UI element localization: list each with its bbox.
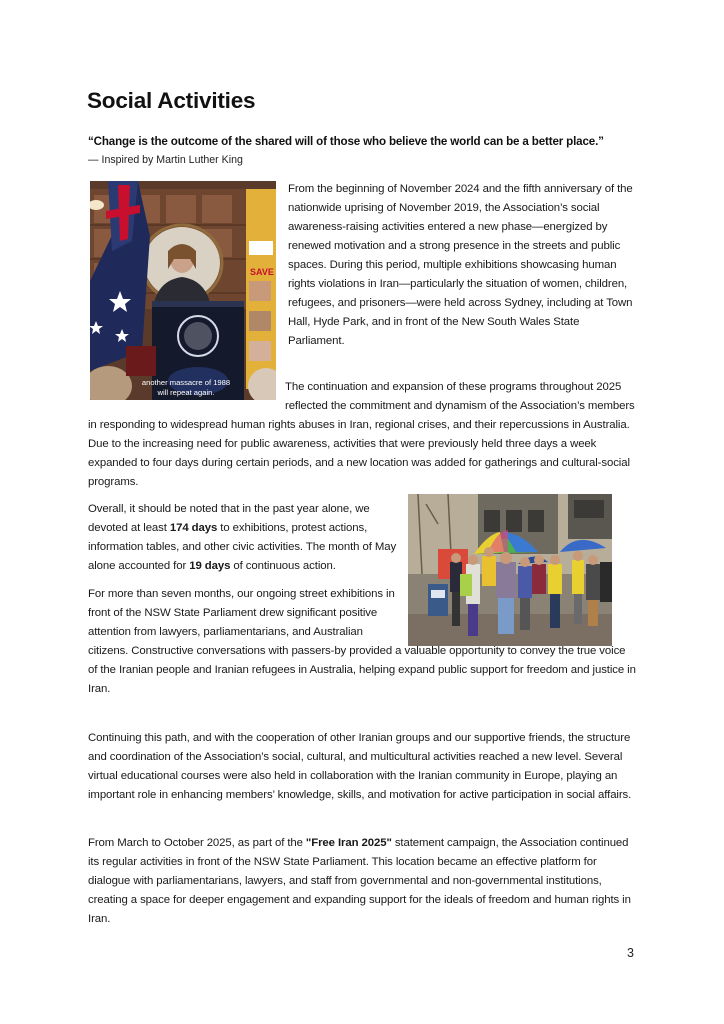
highlight-174-days: 174 days bbox=[169, 522, 218, 534]
epigraph-attribution: — Inspired by Martin Luther King bbox=[88, 154, 243, 166]
poster-save-text: SAVE bbox=[250, 267, 274, 277]
paragraph-1-text: From the beginning of November 2024 and the fifth anniversary of the nationwide uprising of November 2019, the Association’s social awareness-raising activities entered a new phase—energized by renewed motivation and a strong presence in the streets and public spaces. During this period, multiple exhibitions showcasing human rights violations in Iran—particularly the situation of women, children, refugees, and prisoners—were held across Sydney, including at Town Hall, Hyde Park, and in front of the New South Wales State Parliament. bbox=[288, 183, 633, 347]
paragraph-5-text: Continuing this path, and with the cooperation of other Iranian groups and our supportive friends, the structure and coordination of the Association’s social, cultural, and multicultural activities reached a new level. Several virtual educational courses were also held in collaboration with the Iranian community in Europe, playing an important role in enhancing members’ knowledge, skills, and motivation for active participation in social affairs. bbox=[88, 732, 632, 801]
page-title: Social Activities bbox=[87, 88, 256, 113]
highlight-19-days: 19 days bbox=[189, 560, 231, 572]
paragraph-2-text: The continuation and expansion of these programs throughout 2025 reflected the commitment and dynamism of the Association’s members in responding to widespread human rights abuses in Iran, regional crises, and their repercussions in Australia. Due to the increasing need for public awareness, activities that were previously held three days a week expanded to four days during certain periods, and a new location was added for gatherings and cultural-social programs. bbox=[88, 381, 635, 488]
paragraph-2 bbox=[88, 378, 636, 492]
highlight-free-iran-2025: "Free Iran 2025" bbox=[305, 837, 392, 849]
paragraph-5 bbox=[88, 729, 636, 805]
paragraph-6-text: From March to October 2025, as part of the "Free Iran 2025" statement campaign, the Association continued its regular activities in front of the NSW State Parliament. This location became an effective platform for dialogue with parliamentarians, lawyers, and staff from governmental and non-governmental institutions, creating a space for deeper engagement and expanding support for the ideals of freedom and human rights in Iran. bbox=[88, 837, 631, 925]
paragraph-1 bbox=[288, 180, 638, 351]
paragraph-3-text: Overall, it should be noted that in the past year alone, we devoted at least 174 days to exhibitions, protest actions, information tables, and other civic activities. The month of May alone accounted for 19 days of continuous action. bbox=[88, 503, 397, 572]
photo-caption-line-2: will repeat again. bbox=[157, 388, 215, 397]
parliament-photo-graphic bbox=[90, 181, 276, 400]
paragraph-3 bbox=[88, 500, 636, 699]
parliament-speaker-photo bbox=[90, 181, 276, 400]
photo-caption-line-1: another massacre of 1988 bbox=[141, 378, 231, 387]
page-number: 3 bbox=[627, 946, 634, 960]
float-spacer bbox=[88, 378, 285, 406]
paragraph-4-text: For more than seven months, our ongoing street exhibitions in front of the NSW State Parliament drew significant positive attention from lawyers, parliamentarians, and Australian citizens. Constructive conversations with passers-by provided a valuable opportunity to convey the true voice of the Iranian people and Iranian refugees in Australia, helping expand public support for freedom and justice in Iran. bbox=[88, 588, 636, 695]
paragraph-6 bbox=[88, 834, 636, 929]
float-spacer bbox=[404, 500, 636, 638]
epigraph-quote: “Change is the outcome of the shared will of those who believe the world can be a better place.” bbox=[88, 135, 604, 148]
